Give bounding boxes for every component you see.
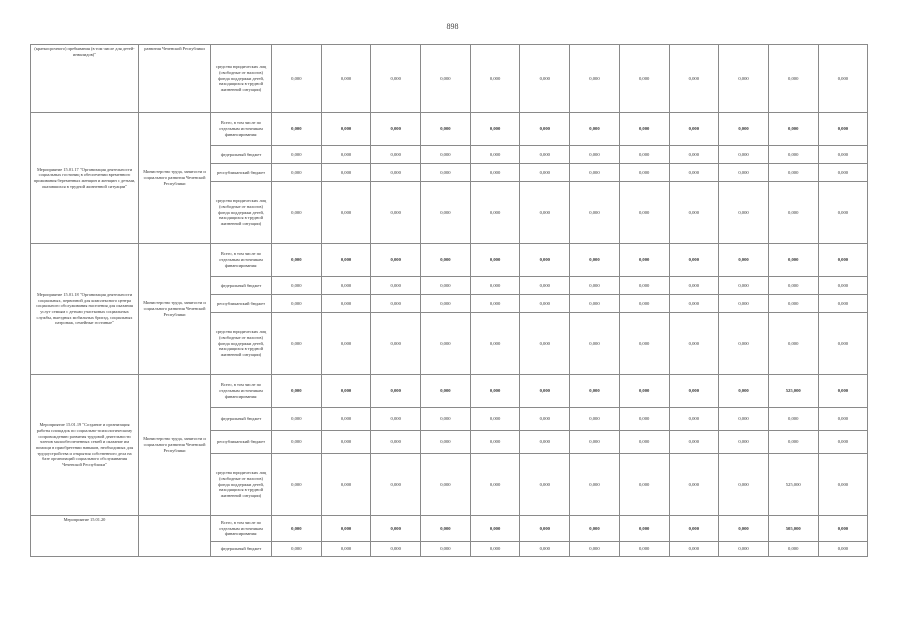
value-cell: 0,000 xyxy=(570,146,620,164)
value-cell: 0,000 xyxy=(321,408,371,431)
value-cell: 0,000 xyxy=(669,244,719,277)
value-cell: 0,000 xyxy=(719,295,769,313)
value-cell: 0,000 xyxy=(619,295,669,313)
value-cell: 0,000 xyxy=(321,313,371,375)
value-cell: 0,000 xyxy=(619,45,669,113)
value-cell: 0,000 xyxy=(719,408,769,431)
value-cell: 0,000 xyxy=(570,454,620,516)
value-cell: 0,000 xyxy=(520,277,570,295)
value-cell: 0,000 xyxy=(520,113,570,146)
value-cell: 0,000 xyxy=(818,313,868,375)
value-cell: 0,000 xyxy=(768,313,818,375)
value-cell: 0,000 xyxy=(520,542,570,557)
value-cell: 0,000 xyxy=(421,516,471,542)
value-cell: 0,000 xyxy=(768,542,818,557)
value-cell: 0,000 xyxy=(818,295,868,313)
value-cell: 0,000 xyxy=(570,408,620,431)
value-cell: 0,000 xyxy=(570,516,620,542)
value-cell: 0,000 xyxy=(421,431,471,454)
value-cell: 0,000 xyxy=(818,146,868,164)
value-cell: 0,000 xyxy=(321,454,371,516)
funding-source-cell: Всего, в том числе по отдельным источникам финансирования: xyxy=(211,516,272,542)
value-cell: 0,000 xyxy=(768,45,818,113)
value-cell: 0,000 xyxy=(371,277,421,295)
activity-name-cell: Мероприятие 15.01.19 "Создание и организация работы площадок по социально-психологическому сопровождению развития трудовой деятельности членов малообеспеченных семей и оказание им помощи в приобретении навыков, необходимых для трудоустройства и открытия собственного дела на базе организаций социального обслуживания Чеченской Республики" xyxy=(31,375,139,516)
value-cell: 0,000 xyxy=(470,164,520,182)
funding-source-cell: средства юридических лиц (свободные от налогов) фонда поддержки детей, находящихся в трудной жизненной ситуации) xyxy=(211,454,272,516)
value-cell: 0,000 xyxy=(272,244,322,277)
funding-source-cell: Всего, в том числе по отдельным источникам финансирования: xyxy=(211,244,272,277)
table-row xyxy=(31,113,868,146)
value-cell: 0,000 xyxy=(470,295,520,313)
value-cell: 0,000 xyxy=(619,408,669,431)
value-cell: 0,000 xyxy=(272,45,322,113)
value-cell: 0,000 xyxy=(272,375,322,408)
value-cell: 0,000 xyxy=(768,113,818,146)
table-row xyxy=(31,244,868,277)
value-cell: 0,000 xyxy=(669,454,719,516)
funding-source-cell: Всего, в том числе по отдельным источникам финансирования: xyxy=(211,375,272,408)
funding-source-cell: республиканский бюджет xyxy=(211,295,272,313)
value-cell: 0,000 xyxy=(669,431,719,454)
funding-source-cell: федеральный бюджет xyxy=(211,146,272,164)
value-cell: 0,000 xyxy=(818,45,868,113)
value-cell: 0,000 xyxy=(470,182,520,244)
page-number: 898 xyxy=(446,22,459,31)
value-cell: 0,000 xyxy=(470,542,520,557)
value-cell: 0,000 xyxy=(272,454,322,516)
value-cell: 0,000 xyxy=(719,113,769,146)
value-cell: 0,000 xyxy=(520,146,570,164)
value-cell: 0,000 xyxy=(520,244,570,277)
value-cell: 0,000 xyxy=(470,454,520,516)
value-cell: 0,000 xyxy=(470,375,520,408)
value-cell: 0,000 xyxy=(421,313,471,375)
responsible-executor-cell: Министерство труда, занятости и социального развития Чеченской Республики xyxy=(139,113,211,244)
funding-source-cell: республиканский бюджет xyxy=(211,164,272,182)
value-cell: 0,000 xyxy=(470,408,520,431)
value-cell: 0,000 xyxy=(520,408,570,431)
value-cell: 0,000 xyxy=(818,516,868,542)
value-cell: 0,000 xyxy=(371,542,421,557)
value-cell: 0,000 xyxy=(520,295,570,313)
value-cell: 0,000 xyxy=(470,431,520,454)
value-cell: 0,000 xyxy=(520,375,570,408)
value-cell: 0,000 xyxy=(272,516,322,542)
value-cell: 0,000 xyxy=(272,146,322,164)
funding-source-cell: федеральный бюджет xyxy=(211,408,272,431)
activity-name-cell: Мероприятие 15.01.20 xyxy=(31,516,139,557)
value-cell: 0,000 xyxy=(371,408,421,431)
value-cell: 0,000 xyxy=(719,454,769,516)
value-cell: 0,000 xyxy=(619,164,669,182)
value-cell: 0,000 xyxy=(321,146,371,164)
value-cell: 0,000 xyxy=(321,164,371,182)
value-cell: 0,000 xyxy=(669,542,719,557)
value-cell: 0,000 xyxy=(619,182,669,244)
funding-source-cell: средства юридических лиц (свободные от налогов) фонда поддержки детей, находящихся в трудной жизненной ситуации) xyxy=(211,45,272,113)
value-cell: 0,000 xyxy=(272,408,322,431)
value-cell: 0,000 xyxy=(768,431,818,454)
value-cell: 0,000 xyxy=(619,542,669,557)
value-cell: 0,000 xyxy=(421,277,471,295)
value-cell: 0,000 xyxy=(669,516,719,542)
value-cell: 0,000 xyxy=(272,113,322,146)
value-cell: 0,000 xyxy=(768,182,818,244)
value-cell: 0,000 xyxy=(470,113,520,146)
value-cell: 0,000 xyxy=(669,408,719,431)
value-cell: 525,000 xyxy=(768,454,818,516)
value-cell: 0,000 xyxy=(470,45,520,113)
value-cell: 0,000 xyxy=(619,375,669,408)
funding-source-cell: федеральный бюджет xyxy=(211,542,272,557)
value-cell: 0,000 xyxy=(371,113,421,146)
value-cell: 0,000 xyxy=(421,164,471,182)
value-cell: 0,000 xyxy=(570,542,620,557)
value-cell: 0,000 xyxy=(321,277,371,295)
value-cell: 0,000 xyxy=(321,45,371,113)
value-cell: 0,000 xyxy=(818,431,868,454)
value-cell: 0,000 xyxy=(768,146,818,164)
value-cell: 0,000 xyxy=(669,113,719,146)
value-cell: 0,000 xyxy=(619,113,669,146)
value-cell: 0,000 xyxy=(669,295,719,313)
value-cell: 0,000 xyxy=(520,454,570,516)
value-cell: 0,000 xyxy=(570,164,620,182)
value-cell: 0,000 xyxy=(272,277,322,295)
value-cell: 0,000 xyxy=(272,295,322,313)
value-cell: 0,000 xyxy=(371,244,421,277)
value-cell: 0,000 xyxy=(719,375,769,408)
value-cell: 0,000 xyxy=(719,244,769,277)
value-cell: 0,000 xyxy=(570,182,620,244)
value-cell: 0,000 xyxy=(421,113,471,146)
value-cell: 0,000 xyxy=(570,375,620,408)
financing-table xyxy=(30,44,868,557)
value-cell: 0,000 xyxy=(321,542,371,557)
value-cell: 0,000 xyxy=(421,146,471,164)
value-cell: 525,000 xyxy=(768,375,818,408)
value-cell: 0,000 xyxy=(818,454,868,516)
value-cell: 0,000 xyxy=(421,182,471,244)
value-cell: 0,000 xyxy=(570,277,620,295)
value-cell: 0,000 xyxy=(719,45,769,113)
value-cell: 0,000 xyxy=(719,431,769,454)
value-cell: 0,000 xyxy=(520,516,570,542)
value-cell: 0,000 xyxy=(669,164,719,182)
value-cell: 0,000 xyxy=(371,516,421,542)
value-cell: 0,000 xyxy=(768,277,818,295)
value-cell: 0,000 xyxy=(520,182,570,244)
funding-source-cell: средства юридических лиц (свободные от налогов) фонда поддержки детей, находящихся в трудной жизненной ситуации) xyxy=(211,182,272,244)
value-cell: 0,000 xyxy=(570,45,620,113)
value-cell: 0,000 xyxy=(470,146,520,164)
value-cell: 0,000 xyxy=(272,431,322,454)
value-cell: 0,000 xyxy=(619,146,669,164)
value-cell: 0,000 xyxy=(321,295,371,313)
value-cell: 0,000 xyxy=(669,146,719,164)
value-cell: 0,000 xyxy=(421,45,471,113)
value-cell: 0,000 xyxy=(719,182,769,244)
value-cell: 0,000 xyxy=(421,295,471,313)
value-cell: 0,000 xyxy=(669,277,719,295)
value-cell: 0,000 xyxy=(421,408,471,431)
value-cell: 0,000 xyxy=(421,375,471,408)
activity-name-cell: Мероприятие 15.01.18 "Организация деятельности социальных, первичной для комплексного центра социального обслуживания населения для оказания услуг семьям с детьми участковых социальных службы, выездных мобильных бригад, социальных патронаж, семейные гостиные" xyxy=(31,244,139,375)
value-cell: 0,000 xyxy=(669,375,719,408)
value-cell: 0,000 xyxy=(619,313,669,375)
activity-name-cell: Мероприятие 15.01.17 "Организация деятельности социальных гостиниц в обеспечении временного проживания беременных женщин и женщин с детьми, оказавшихся в трудной жизненной ситуации" xyxy=(31,113,139,244)
activity-name-cell: (краткосрочного) пребывания (в том числе для детей-инвалидов)" xyxy=(31,45,139,113)
value-cell: 0,000 xyxy=(818,277,868,295)
value-cell: 0,000 xyxy=(570,244,620,277)
value-cell: 0,000 xyxy=(272,542,322,557)
value-cell: 0,000 xyxy=(768,295,818,313)
value-cell: 0,000 xyxy=(371,182,421,244)
value-cell: 0,000 xyxy=(321,375,371,408)
value-cell: 0,000 xyxy=(768,408,818,431)
value-cell: 0,000 xyxy=(272,182,322,244)
value-cell: 0,000 xyxy=(619,244,669,277)
value-cell: 0,000 xyxy=(818,375,868,408)
value-cell: 0,000 xyxy=(371,45,421,113)
value-cell: 0,000 xyxy=(371,375,421,408)
value-cell: 0,000 xyxy=(719,277,769,295)
value-cell: 0,000 xyxy=(421,454,471,516)
value-cell: 0,000 xyxy=(371,164,421,182)
value-cell: 0,000 xyxy=(619,516,669,542)
funding-source-cell: республиканский бюджет xyxy=(211,431,272,454)
value-cell: 0,000 xyxy=(520,45,570,113)
value-cell: 0,000 xyxy=(570,113,620,146)
value-cell: 0,000 xyxy=(669,182,719,244)
responsible-executor-cell: Министерство труда, занятости и социального развития Чеченской Республики xyxy=(139,375,211,516)
value-cell: 0,000 xyxy=(421,244,471,277)
value-cell: 0,000 xyxy=(619,454,669,516)
value-cell: 0,000 xyxy=(818,542,868,557)
value-cell: 0,000 xyxy=(570,313,620,375)
value-cell: 0,000 xyxy=(768,164,818,182)
value-cell: 0,000 xyxy=(818,408,868,431)
value-cell: 0,000 xyxy=(619,277,669,295)
value-cell: 0,000 xyxy=(818,244,868,277)
value-cell: 0,000 xyxy=(321,244,371,277)
responsible-executor-cell: Министерство труда, занятости и социального развития Чеченской Республики xyxy=(139,244,211,375)
value-cell: 0,000 xyxy=(371,454,421,516)
value-cell: 0,000 xyxy=(669,45,719,113)
value-cell: 0,000 xyxy=(719,516,769,542)
value-cell: 0,000 xyxy=(570,295,620,313)
value-cell: 0,000 xyxy=(520,313,570,375)
value-cell: 0,000 xyxy=(520,164,570,182)
funding-source-cell: Всего, в том числе по отдельным источникам финансирования: xyxy=(211,113,272,146)
value-cell: 0,000 xyxy=(818,164,868,182)
value-cell: 0,000 xyxy=(371,431,421,454)
value-cell: 0,000 xyxy=(470,244,520,277)
value-cell: 0,000 xyxy=(570,431,620,454)
value-cell: 0,000 xyxy=(272,313,322,375)
value-cell: 0,000 xyxy=(669,313,719,375)
value-cell: 0,000 xyxy=(818,182,868,244)
value-cell: 0,000 xyxy=(272,164,322,182)
responsible-executor-cell xyxy=(139,516,211,557)
value-cell: 0,000 xyxy=(371,146,421,164)
value-cell: 0,000 xyxy=(470,516,520,542)
value-cell: 0,000 xyxy=(470,277,520,295)
value-cell: 0,000 xyxy=(321,182,371,244)
value-cell: 0,000 xyxy=(520,431,570,454)
value-cell: 0,000 xyxy=(371,295,421,313)
value-cell: 0,000 xyxy=(321,516,371,542)
value-cell: 0,000 xyxy=(719,313,769,375)
table-row xyxy=(31,516,868,542)
value-cell: 0,000 xyxy=(719,146,769,164)
value-cell: 0,000 xyxy=(421,542,471,557)
value-cell: 0,000 xyxy=(470,313,520,375)
value-cell: 0,000 xyxy=(321,113,371,146)
value-cell: 0,000 xyxy=(719,542,769,557)
funding-source-cell: федеральный бюджет xyxy=(211,277,272,295)
value-cell: 0,000 xyxy=(768,244,818,277)
value-cell: 505,000 xyxy=(768,516,818,542)
value-cell: 0,000 xyxy=(818,113,868,146)
value-cell: 0,000 xyxy=(619,431,669,454)
value-cell: 0,000 xyxy=(719,164,769,182)
table-row xyxy=(31,45,868,113)
table-body xyxy=(31,45,868,557)
responsible-executor-cell: развития Чеченской Республики xyxy=(139,45,211,113)
value-cell: 0,000 xyxy=(321,431,371,454)
value-cell: 0,000 xyxy=(371,313,421,375)
table-row xyxy=(31,375,868,408)
funding-source-cell: средства юридических лиц (свободные от налогов) фонда поддержки детей, находящихся в трудной жизненной ситуации) xyxy=(211,313,272,375)
